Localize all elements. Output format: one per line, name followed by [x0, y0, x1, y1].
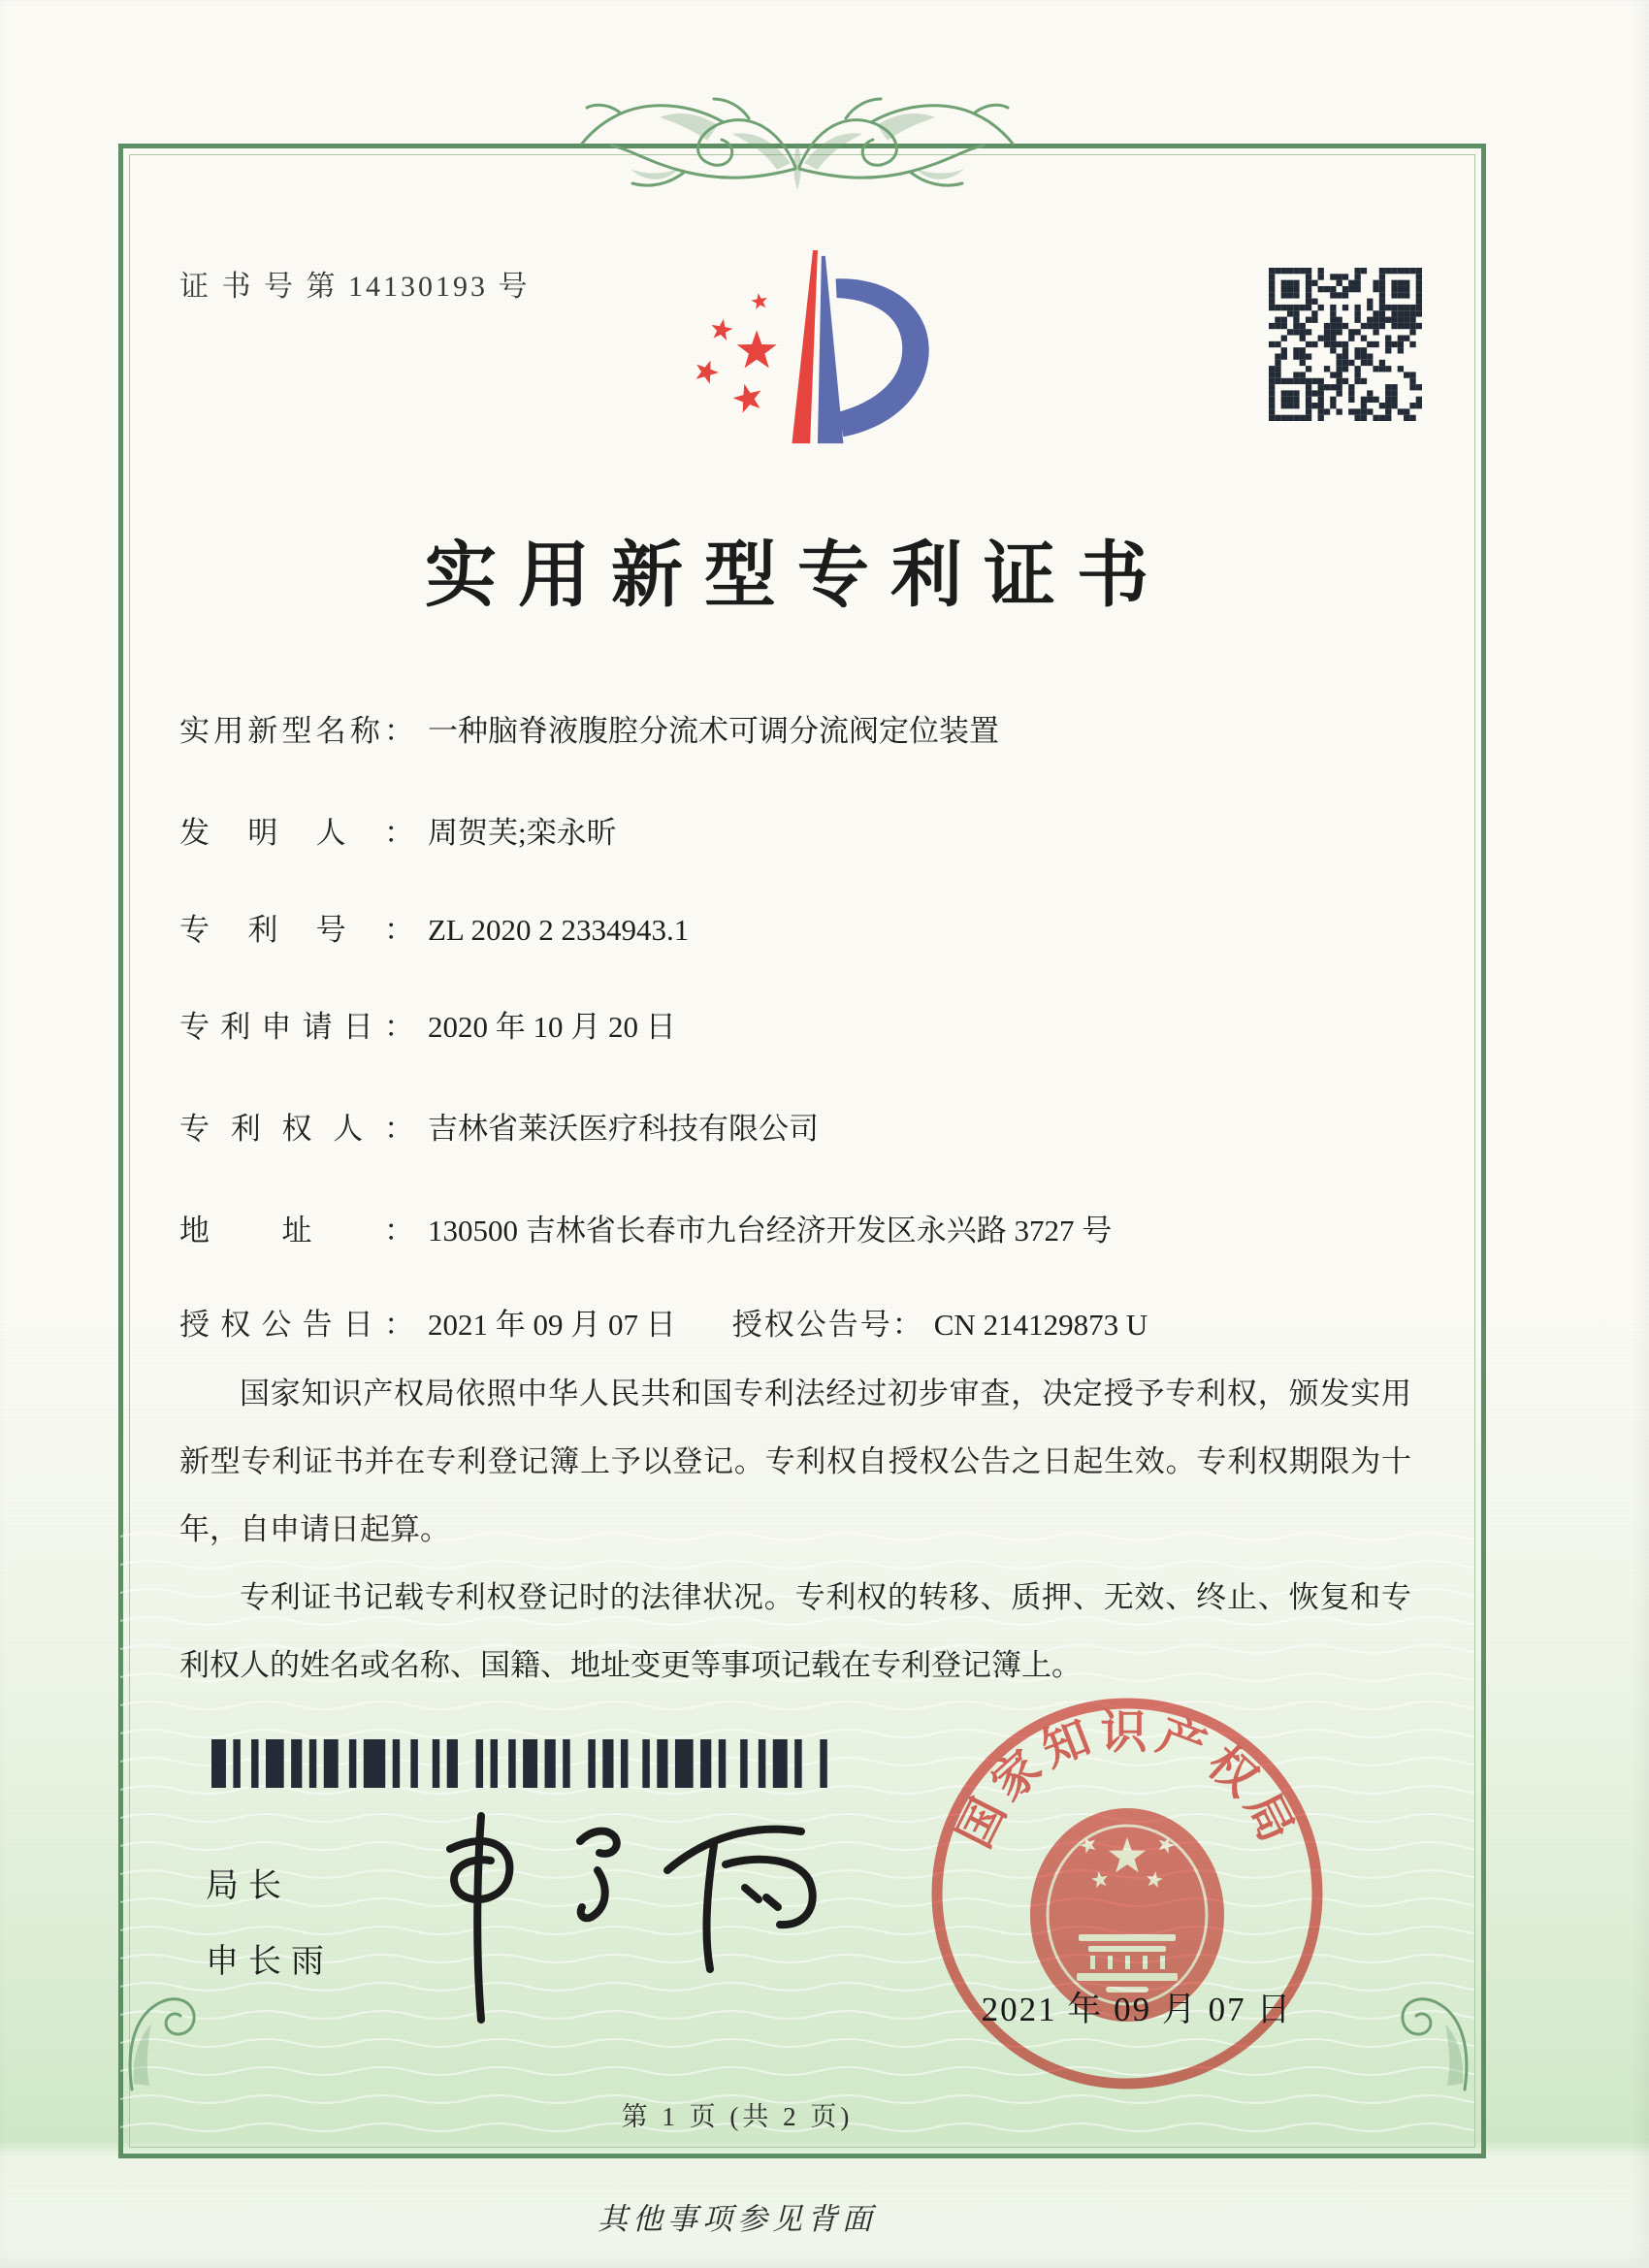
field-label: 授权公告日：: [179, 1308, 414, 1342]
field-value: 吉林省莱沃医疗科技有限公司: [428, 1112, 819, 1146]
field-value-grant-number: CN 214129873 U: [933, 1308, 1148, 1342]
bottom-right-corner-flourish: [1385, 1967, 1472, 2093]
barcode: [211, 1739, 838, 1788]
legal-text-block: [179, 1360, 1411, 1700]
field-row-name: [179, 706, 999, 750]
official-seal: [923, 1690, 1331, 2097]
field-label: 专利号：: [179, 913, 414, 947]
field-label: 专利申请日：: [179, 1010, 414, 1044]
field-row-grant: [179, 1300, 1148, 1344]
field-label-grant-number: 授权公告号：: [731, 1308, 924, 1342]
page-number: 第 1 页 (共 2 页): [621, 2102, 854, 2131]
seal-date: 2021 年 09 月 07 日: [981, 1991, 1293, 2028]
field-row-patent-number: [179, 905, 689, 949]
bottom-left-corner-flourish: [124, 1967, 211, 2093]
certificate-number: 证 书 号 第 14130193 号: [179, 271, 531, 303]
field-row-address: [179, 1206, 1112, 1249]
seal-text: 国家知识产权局: [949, 1706, 1306, 1857]
cnipa-logo: [669, 248, 960, 448]
field-label: 专利权人：: [179, 1112, 414, 1146]
field-row-patentee: [179, 1104, 819, 1148]
field-value: 130500 吉林省长春市九台经济开发区永兴路 3727 号: [428, 1214, 1113, 1247]
issuer-title: 局长: [206, 1868, 291, 1904]
field-label: 实用新型名称：: [179, 714, 414, 748]
qr-code: [1269, 268, 1422, 421]
certificate-title: 实用新型专利证书: [425, 536, 1170, 616]
issuer-name: 申长雨: [206, 1944, 334, 1980]
legal-paragraph-2: 专利证书记载专利权登记时的法律状况。专利权的转移、质押、无效、终止、恢复和专利权人的姓名或名称、国籍、地址变更等事项记载在专利登记簿上。: [179, 1580, 1411, 1682]
field-value: 2021 年 09 月 07 日: [428, 1308, 676, 1342]
back-side-note: 其他事项参见背面: [598, 2202, 877, 2236]
field-row-filing-date: [179, 1002, 676, 1046]
field-value: 周贺芙;栾永昕: [428, 816, 617, 850]
top-border-flourish-ornament: [526, 85, 1069, 204]
handwritten-signature: [417, 1802, 863, 2045]
field-value: ZL 2020 2 2334943.1: [428, 913, 690, 947]
field-row-inventor: [179, 808, 617, 852]
field-value: 一种脑脊液腹腔分流术可调分流阀定位装置: [428, 714, 999, 748]
field-value: 2020 年 10 月 20 日: [428, 1010, 676, 1044]
legal-paragraph-1: 国家知识产权局依照中华人民共和国专利法经过初步审查，决定授予专利权，颁发实用新型专利证书并在专利登记簿上予以登记。专利权自授权公告之日起生效。专利权期限为十年，自申请日起算。: [179, 1377, 1411, 1546]
field-label: 发明人：: [179, 816, 414, 850]
field-label: 地址：: [179, 1214, 414, 1247]
